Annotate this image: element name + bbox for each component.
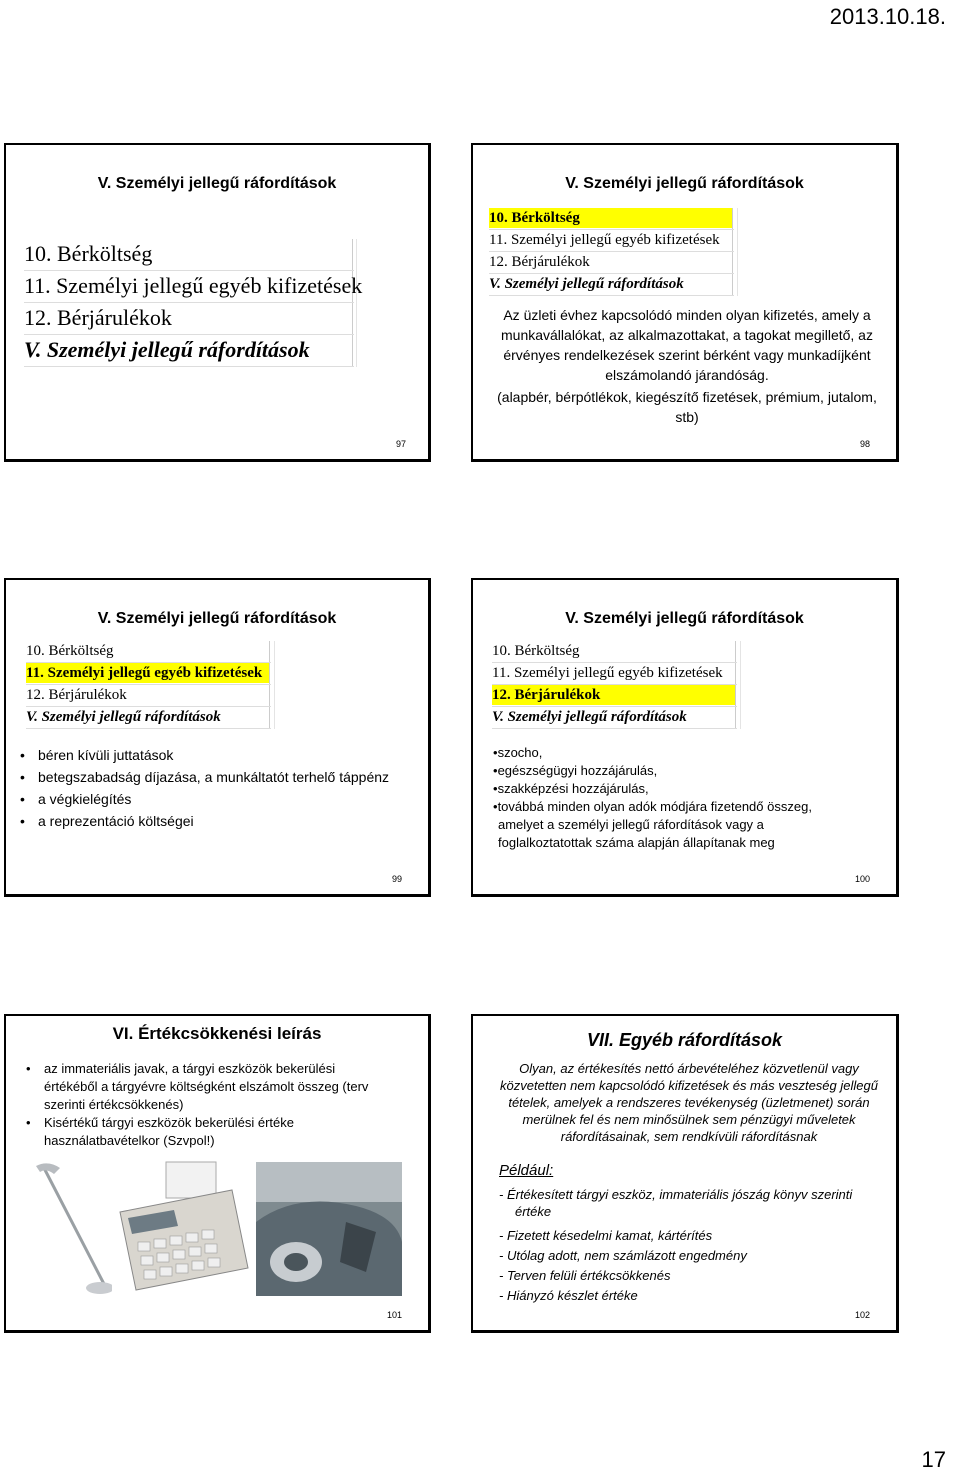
list-item: V. Személyi jellegű ráfordítások	[24, 335, 354, 367]
list-item: 10. Bérköltség	[26, 641, 271, 663]
bullet-list	[18, 744, 428, 832]
slide-number: 99	[391, 874, 402, 884]
list-item: V. Személyi jellegű ráfordítások	[489, 274, 734, 296]
list-item: • az immateriális javak, a tárgyi eszközök bekerülési értékéből a tárgyévre költségként elszámolt összeg (terv szerinti értékcsökkenés)	[24, 1060, 374, 1114]
list-item: - Utólag adott, nem számlázott engedmény	[499, 1248, 747, 1263]
slide-title: VII. Egyéb ráfordítások	[586, 1030, 783, 1050]
example-list	[499, 1186, 859, 1306]
list-item: • betegszabadság díjazása, a munkáltatót terhelő táppénz	[18, 766, 428, 788]
slide-97	[4, 143, 431, 462]
topic-list	[26, 641, 271, 729]
list-item: • egészségügyi hozzájárulás,	[493, 762, 888, 780]
list-item: • béren kívüli juttatások	[18, 744, 428, 766]
list-item: 11. Személyi jellegű egyéb kifizetések	[489, 230, 734, 252]
list-item: • a reprezentáció költségei	[18, 810, 428, 832]
list-item: V. Személyi jellegű ráfordítások	[26, 707, 271, 729]
slide-number: 100	[854, 874, 870, 884]
list-item: 10. Bérköltség	[24, 239, 354, 271]
list-item: 10. Bérköltség	[489, 208, 734, 230]
list-item: V. Személyi jellegű ráfordítások	[492, 707, 737, 729]
slide-title: V. Személyi jellegű ráfordítások	[97, 610, 337, 627]
contribution-continuation: amelyet a személyi jellegű ráfordítások vagy a foglalkoztatottak száma alapján állapítanak meg	[498, 817, 775, 850]
slide-title: VI. Értékcsökkenési leírás	[112, 1024, 322, 1043]
topic-list	[24, 239, 363, 367]
page-number: 17	[921, 1447, 946, 1472]
damaged-car-image	[256, 1162, 402, 1296]
list-item: 12. Bérjárulékok	[26, 685, 271, 707]
slide-101	[4, 1014, 431, 1333]
slide-99	[4, 578, 431, 897]
slide-title: V. Személyi jellegű ráfordítások	[565, 610, 804, 627]
topic-list	[492, 641, 737, 729]
slide-number: 101	[386, 1310, 402, 1320]
definition-text: Az üzleti évhez kapcsolódó minden olyan kifizetés, amely a munkavállalókat, az alkalmazottakat, a tagokat megillető, az érvényes rendelkezések szerint bérként vagy munkadíjként elszámolandó járandóság.	[501, 307, 873, 383]
contribution-list	[493, 744, 888, 816]
slide-100	[471, 578, 899, 897]
topic-list	[489, 208, 734, 296]
definition-note: (alapbér, bérpótlékok, kiegészítő fizetések, prémium, jutalom, stb)	[497, 389, 877, 425]
slide-title: V. Személyi jellegű ráfordítások	[565, 175, 804, 192]
slide-number: 97	[396, 439, 407, 449]
list-item: • továbbá minden olyan adók módjára fizetendő összeg,	[493, 798, 888, 816]
list-item: 10. Bérköltség	[492, 641, 737, 663]
list-item: 11. Személyi jellegű egyéb kifizetések	[26, 663, 271, 685]
definition-text: Olyan, az értékesítés nettó árbevételéhez közvetlenül vagy közvetetten nem kapcsolódó kifizetések és más veszteség jellegű tételek, amelyek a rendszeres tevékenység (üzletmenet) során merülnek fel és nem minősülnek sem pénzügyi műveletek ráfordításainak, sem rendkívüli ráfordításnak	[500, 1061, 878, 1144]
list-item: - Hiányzó készlet értéke	[499, 1288, 638, 1303]
slide-number: 102	[854, 1310, 870, 1320]
bullet-list	[24, 1060, 374, 1150]
lamp-image	[34, 1160, 112, 1300]
list-item: 12. Bérjárulékok	[489, 252, 734, 274]
page-date: 2013.10.18.	[829, 4, 946, 29]
list-item: 11. Személyi jellegű egyéb kifizetések	[24, 271, 354, 303]
list-item: 11. Személyi jellegű egyéb kifizetések	[492, 663, 737, 685]
list-item: • szakképzési hozzájárulás,	[493, 780, 888, 798]
list-item: 12. Bérjárulékok	[492, 685, 737, 707]
example-label: Például:	[499, 1162, 554, 1179]
slide-102	[471, 1014, 899, 1333]
list-item: • szocho,	[493, 744, 888, 762]
slide-98	[471, 143, 899, 462]
slide-title: V. Személyi jellegű ráfordítások	[97, 175, 337, 192]
list-item: • Kisértékű tárgyi eszközök bekerülési értéke használatbavételkor (Szvpol!)	[24, 1114, 374, 1150]
list-item: - Fizetett késedelmi kamat, kártérítés	[499, 1228, 713, 1243]
list-item: - Értékesített tárgyi eszköz, immateriális jószág könyv szerinti értéke	[499, 1187, 853, 1219]
list-item: 12. Bérjárulékok	[24, 303, 354, 335]
list-item: • a végkielégítés	[18, 788, 428, 810]
calculator-image	[114, 1160, 254, 1300]
slide-number: 98	[859, 439, 870, 449]
list-item: - Terven felüli értékcsökkenés	[499, 1268, 671, 1283]
